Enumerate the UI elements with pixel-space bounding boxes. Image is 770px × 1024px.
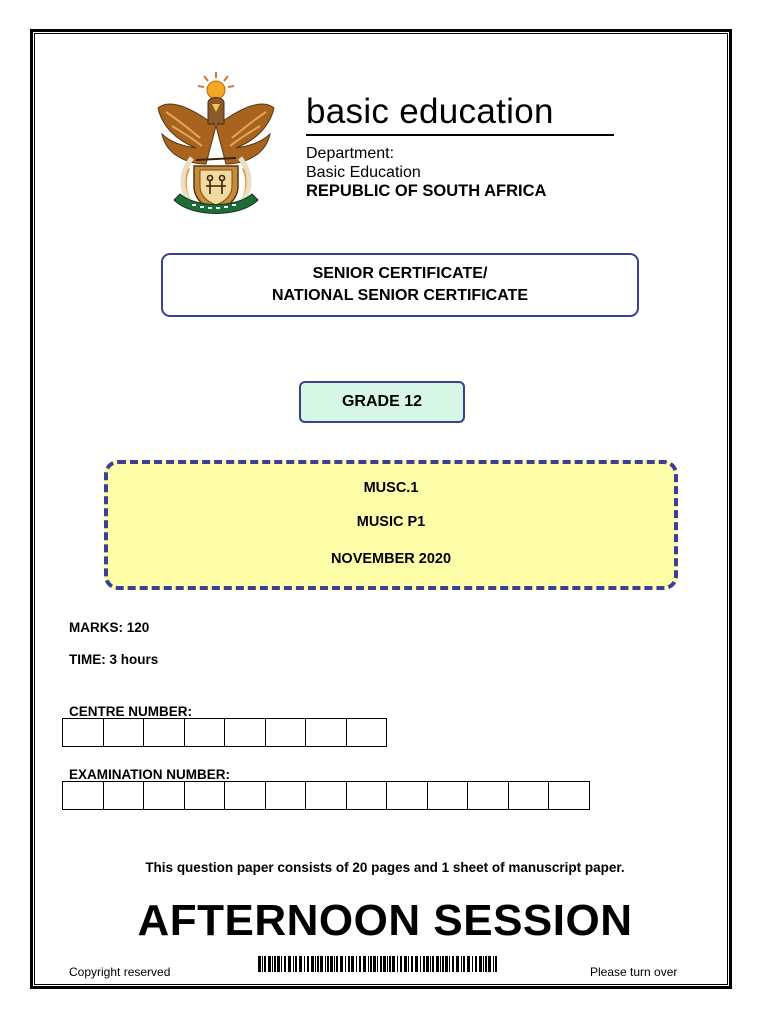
subject-box (104, 460, 678, 590)
examination-number-cell[interactable] (184, 781, 226, 810)
examination-number-cell[interactable] (548, 781, 590, 810)
copyright-text: Copyright reserved (69, 965, 171, 979)
department-name: Basic Education (306, 164, 421, 181)
subject-session-date: NOVEMBER 2020 (330, 551, 452, 567)
time-line: TIME: 3 hours (69, 652, 159, 667)
examination-number-cell[interactable] (103, 781, 145, 810)
centre-number-cell[interactable] (103, 718, 145, 747)
grade-label: GRADE 12 (341, 393, 423, 410)
centre-number-cell[interactable] (305, 718, 347, 747)
centre-number-cell[interactable] (265, 718, 307, 747)
department-label: Department: (306, 145, 395, 162)
examination-number-cell[interactable] (427, 781, 469, 810)
examination-number-cell[interactable] (346, 781, 388, 810)
examination-number-cell[interactable] (467, 781, 509, 810)
certificate-line-2: NATIONAL SENIOR CERTIFICATE (272, 287, 528, 304)
examination-number-cell[interactable] (386, 781, 428, 810)
centre-number-cell[interactable] (224, 718, 266, 747)
department-block (306, 144, 546, 201)
centre-number-cell[interactable] (62, 718, 104, 747)
examination-number-boxes[interactable] (62, 781, 589, 810)
coat-of-arms-icon (152, 68, 280, 220)
examination-number-cell[interactable] (62, 781, 104, 810)
pages-notice: This question paper consists of 20 pages and 1 sheet of manuscript paper. (145, 860, 625, 875)
brand-divider (306, 134, 614, 136)
centre-number-cell[interactable] (184, 718, 226, 747)
centre-number-cell[interactable] (346, 718, 388, 747)
centre-number-boxes[interactable] (62, 718, 386, 747)
certificate-box (161, 253, 639, 317)
certificate-line-1: SENIOR CERTIFICATE/ (312, 265, 488, 282)
examination-number-cell[interactable] (508, 781, 550, 810)
session-title: AFTERNOON SESSION (137, 896, 633, 945)
country-name: REPUBLIC OF SOUTH AFRICA (306, 182, 547, 200)
centre-number-label: CENTRE NUMBER: (69, 704, 192, 719)
subject-code: MUSC.1 (363, 480, 419, 496)
examination-number-label: EXAMINATION NUMBER: (69, 767, 230, 782)
subject-paper: MUSIC P1 (356, 514, 426, 530)
examination-number-cell[interactable] (305, 781, 347, 810)
grade-box (299, 381, 465, 423)
centre-number-cell[interactable] (143, 718, 185, 747)
examination-number-cell[interactable] (224, 781, 266, 810)
examination-number-cell[interactable] (143, 781, 185, 810)
turn-over-text: Please turn over (590, 965, 678, 979)
marks-line: MARKS: 120 (69, 620, 150, 635)
examination-number-cell[interactable] (265, 781, 307, 810)
brand-title: basic education (306, 92, 554, 131)
barcode-icon (258, 956, 502, 978)
